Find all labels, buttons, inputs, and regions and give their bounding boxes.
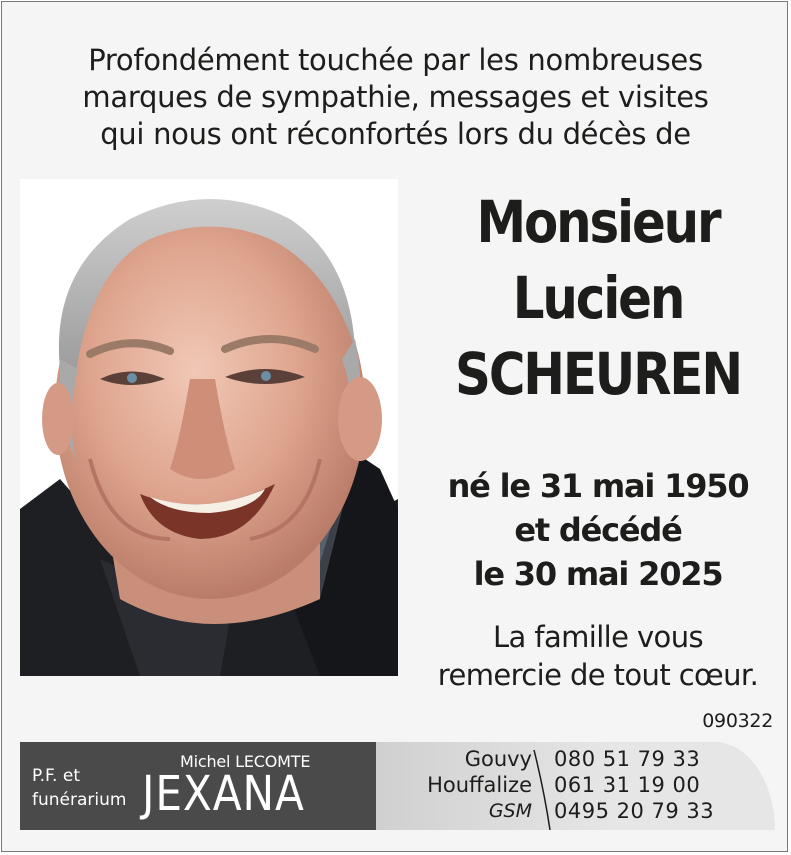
reference-number: 090322 — [702, 710, 773, 732]
deceased-name — [422, 184, 774, 412]
title: Monsieur — [476, 188, 720, 256]
location-name: Houffalize — [427, 773, 532, 797]
birth-date: né le 31 mai 1950 — [447, 467, 749, 505]
first-name: Lucien — [512, 264, 684, 332]
thanks-line: remercie de tout cœur. — [437, 658, 759, 692]
phone-number[interactable]: 061 31 19 00 — [554, 773, 701, 797]
banner-brand-panel — [20, 742, 376, 830]
family-thanks — [422, 618, 774, 694]
phone-number[interactable]: 080 51 79 33 — [554, 747, 701, 771]
last-name: SCHEUREN — [455, 340, 741, 408]
funeral-home-banner — [20, 742, 775, 830]
owner-name: Michel LECOMTE — [180, 752, 311, 771]
location-name: GSM — [488, 800, 532, 822]
brand-logo: JEXANA — [142, 766, 305, 822]
service-type — [32, 764, 126, 812]
service-type-line: funérarium — [32, 790, 127, 810]
death-date: le 30 mai 2025 — [473, 555, 723, 593]
portrait-photo — [20, 179, 398, 676]
locations-list — [392, 746, 532, 824]
life-dates — [422, 464, 774, 596]
service-type-line: P.F. et — [32, 766, 80, 786]
phone-list — [554, 746, 714, 824]
date-conjunction: et décédé — [514, 511, 682, 549]
intro-text — [2, 42, 788, 153]
intro-line: qui nous ont réconfortés lors du décès de — [100, 117, 691, 151]
intro-line: Profondément touchée par les nombreuses — [88, 43, 703, 77]
location-name: Gouvy — [464, 747, 532, 771]
separator-line — [530, 750, 554, 830]
phone-number[interactable]: 0495 20 79 33 — [554, 799, 715, 823]
obituary-notice — [1, 1, 788, 852]
thanks-line: La famille vous — [492, 620, 703, 654]
intro-line: marques de sympathie, messages et visites — [82, 80, 709, 114]
